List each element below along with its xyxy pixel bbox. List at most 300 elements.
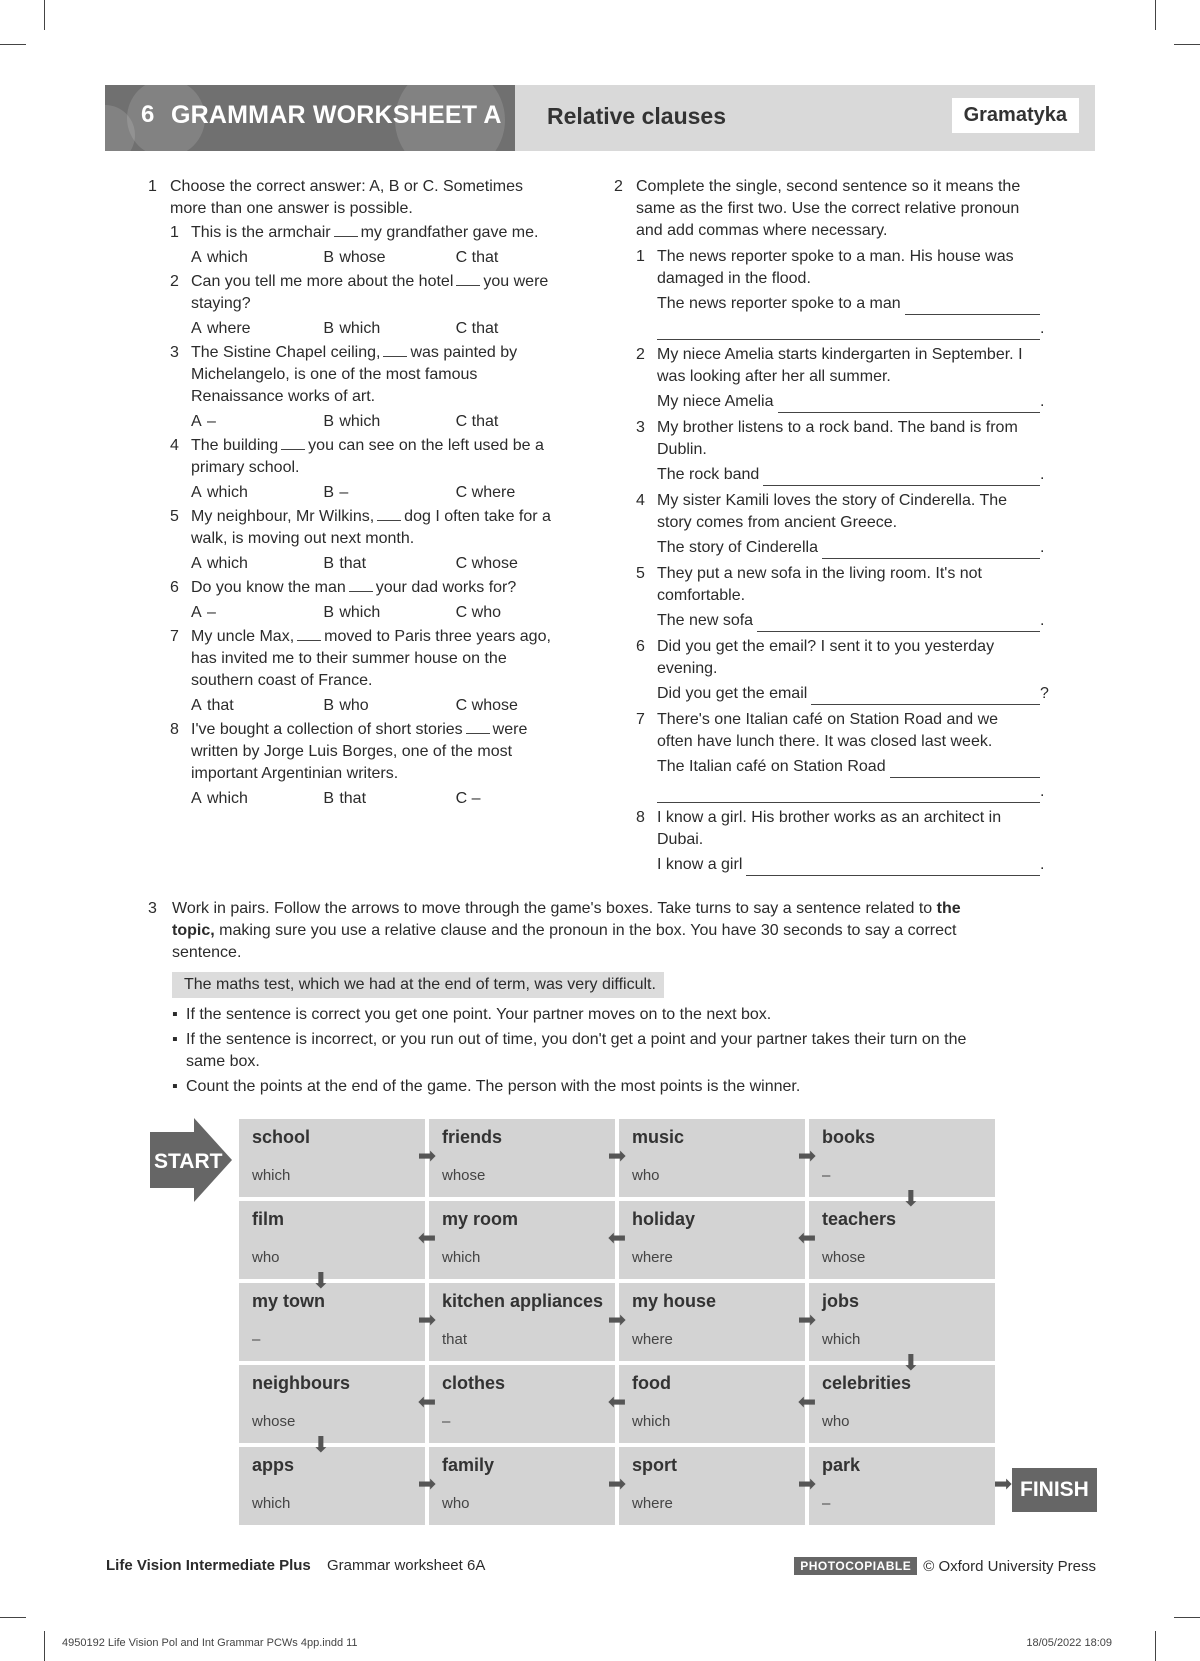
- rule-text: If the sentence is correct you get one point. Your partner moves on to the next box.: [186, 1006, 772, 1023]
- square-pronoun: who: [442, 1495, 470, 1512]
- square-topic: my town: [252, 1291, 326, 1311]
- crop-mark: [1155, 0, 1156, 30]
- direction-arrow-icon: ➡: [993, 1471, 1013, 1496]
- answer-options: [170, 411, 588, 433]
- answer-line-row: [636, 391, 1046, 413]
- crop-mark: [44, 1631, 45, 1661]
- answer-option[interactable]: [456, 318, 588, 340]
- option-text: which: [207, 249, 248, 266]
- board-square[interactable]: [619, 1365, 805, 1443]
- square-pronoun: where: [632, 1331, 673, 1348]
- answer-input-line[interactable]: [890, 762, 1040, 778]
- square-pronoun: who: [252, 1249, 280, 1266]
- board-square[interactable]: [429, 1447, 615, 1525]
- answer-prompt: The Italian café on Station Road: [657, 758, 886, 775]
- crop-mark: [1174, 44, 1200, 45]
- exercise-2-heading: [614, 176, 1054, 242]
- rule-item: [172, 1076, 1008, 1098]
- exercise-1-heading: [148, 176, 588, 220]
- option-letter: A: [191, 555, 202, 572]
- answer-line-row: [636, 537, 1046, 559]
- question-text-before: Do you know the man: [191, 579, 346, 596]
- question-text-after: you can see on the left used be a primary school.: [191, 437, 544, 476]
- square-pronoun: who: [822, 1413, 850, 1430]
- answer-options: [170, 788, 588, 810]
- board-square[interactable]: [239, 1201, 425, 1279]
- answer-option[interactable]: [191, 482, 323, 504]
- question-text-after: your dad works for?: [375, 579, 517, 596]
- answer-option[interactable]: [323, 695, 455, 717]
- sentence-item: [636, 344, 1046, 388]
- option-letter: A: [191, 413, 202, 430]
- answer-option[interactable]: [323, 411, 455, 433]
- answer-option[interactable]: [323, 553, 455, 575]
- board-square[interactable]: [619, 1283, 805, 1361]
- direction-arrow-icon: ⬇: [901, 1350, 921, 1375]
- question-item: [170, 506, 588, 550]
- direction-arrow-icon: ➡: [607, 1143, 627, 1168]
- answer-input-line[interactable]: [746, 860, 1040, 876]
- direction-arrow-icon: ➡: [797, 1471, 817, 1496]
- answer-option[interactable]: [191, 318, 323, 340]
- worksheet-subtitle: Relative clauses: [547, 103, 727, 129]
- page-footer: [106, 1557, 1096, 1574]
- answer-prompt: The new sofa: [657, 612, 754, 629]
- board-square[interactable]: [239, 1283, 425, 1361]
- section-badge: Gramatyka: [952, 98, 1079, 133]
- direction-arrow-icon: ➡: [607, 1307, 627, 1332]
- option-letter: C: [455, 555, 468, 572]
- square-topic: friends: [442, 1127, 503, 1147]
- direction-arrow-icon: ⬅: [607, 1389, 627, 1414]
- start-arrow: [150, 1118, 232, 1202]
- square-pronoun: which: [252, 1495, 291, 1512]
- answer-line-row: [636, 683, 1049, 705]
- worksheet-ref: Grammar worksheet 6A: [326, 1557, 486, 1574]
- print-slug-right: 18/05/2022 18:09: [1026, 1637, 1112, 1649]
- option-letter: C: [455, 320, 468, 337]
- answer-input-line[interactable]: [822, 543, 1040, 559]
- answer-input-line[interactable]: [757, 616, 1040, 632]
- direction-arrow-icon: ⬇: [311, 1432, 331, 1457]
- answer-option[interactable]: [456, 482, 588, 504]
- sentence-text: There's one Italian café on Station Road and we often have lunch there. It was closed last week.: [657, 711, 999, 750]
- square-topic: apps: [252, 1455, 295, 1475]
- question-text-before: I've bought a collection of short stories: [191, 721, 463, 738]
- answer-option[interactable]: [191, 695, 323, 717]
- option-letter: C: [455, 413, 468, 430]
- question-text-after: were written by Jorge Luis Borges, one of the most important Argentinian writers.: [191, 721, 528, 782]
- exercise-instruction: Choose the correct answer: A, B or C. Sometimes more than one answer is possible.: [170, 178, 524, 217]
- sentence-end: .: [1040, 320, 1045, 337]
- square-topic: film: [252, 1209, 285, 1229]
- question-text-before: This is the armchair: [191, 224, 331, 241]
- board-square[interactable]: [619, 1201, 805, 1279]
- sentence-text: My brother listens to a rock band. The band is from Dublin.: [657, 419, 1018, 458]
- answer-option[interactable]: [456, 553, 588, 575]
- header-subtitle-band: [515, 85, 1095, 151]
- answer-options: [170, 602, 588, 624]
- square-topic: sport: [632, 1455, 677, 1475]
- option-text: –: [339, 484, 349, 501]
- question-text: [191, 222, 561, 244]
- sentence-item: [636, 246, 1046, 290]
- square-topic: jobs: [822, 1291, 860, 1311]
- board-square[interactable]: [429, 1283, 615, 1361]
- question-number: 1: [170, 224, 179, 241]
- square-pronoun: where: [632, 1495, 673, 1512]
- answer-input-line[interactable]: [811, 689, 1040, 705]
- rule-item: [172, 1004, 1008, 1026]
- question-text: [191, 342, 561, 408]
- direction-arrow-icon: ➡: [417, 1471, 437, 1496]
- sentence-text: My niece Amelia starts kindergarten in September. I was looking after her all summer.: [657, 346, 1023, 385]
- answer-option[interactable]: [191, 411, 323, 433]
- question-number: 5: [170, 508, 179, 525]
- answer-line-row: [636, 854, 1046, 876]
- sentence-end: ?: [1040, 685, 1049, 702]
- board-square[interactable]: [429, 1201, 615, 1279]
- square-topic: music: [632, 1127, 685, 1147]
- question-number: 4: [170, 437, 179, 454]
- answer-options: [170, 318, 588, 340]
- question-text: [191, 626, 561, 692]
- square-pronoun: that: [442, 1331, 468, 1348]
- sentence-end: .: [1040, 466, 1045, 483]
- board-square[interactable]: [619, 1447, 805, 1525]
- board-square[interactable]: [619, 1119, 805, 1197]
- board-square[interactable]: [809, 1201, 995, 1279]
- sentence-text: The news reporter spoke to a man. His house was damaged in the flood.: [657, 248, 1014, 287]
- exercise-number: 3: [148, 900, 157, 917]
- direction-arrow-icon: ➡: [417, 1307, 437, 1332]
- option-text: whose: [339, 249, 386, 266]
- option-text: whose: [471, 697, 518, 714]
- game-board: [239, 1119, 1013, 1525]
- crop-mark: [1155, 1631, 1156, 1661]
- option-letter: B: [323, 249, 334, 266]
- direction-arrow-icon: ⬅: [607, 1225, 627, 1250]
- option-text: which: [207, 790, 248, 807]
- answer-blank: [334, 223, 358, 237]
- exercise-instruction: Complete the single, second sentence so it means the same as the first two. Use the correct relative pronoun and add commas where necessary.: [636, 178, 1021, 239]
- option-letter: C: [455, 697, 468, 714]
- answer-line-row: [636, 781, 1046, 803]
- square-pronoun: which: [442, 1249, 481, 1266]
- sentence-number: 2: [636, 346, 645, 363]
- sentence-number: 4: [636, 492, 645, 509]
- square-topic: park: [822, 1455, 861, 1475]
- option-text: that: [471, 249, 499, 266]
- sentence-end: .: [1040, 783, 1045, 800]
- bullet-icon: ▪: [172, 1006, 178, 1023]
- square-pronoun: which: [252, 1167, 291, 1184]
- option-letter: B: [323, 555, 334, 572]
- direction-arrow-icon: ⬇: [311, 1268, 331, 1293]
- question-text-before: The Sistine Chapel ceiling,: [191, 344, 381, 361]
- rule-text: Count the points at the end of the game. The person with the most points is the winner.: [186, 1078, 801, 1095]
- square-pronoun: who: [632, 1167, 660, 1184]
- answer-option[interactable]: [456, 411, 588, 433]
- sentence-item: [636, 417, 1046, 461]
- option-text: where: [207, 320, 251, 337]
- option-text: which: [339, 604, 381, 621]
- board-square[interactable]: [239, 1447, 425, 1525]
- square-pronoun: which: [632, 1413, 671, 1430]
- answer-option[interactable]: [191, 247, 323, 269]
- sentence-item: [636, 490, 1046, 534]
- copyright: © Oxford University Press: [923, 1557, 1096, 1575]
- question-text: [191, 271, 561, 315]
- option-text: where: [471, 484, 516, 501]
- answer-blank: [466, 720, 490, 734]
- option-letter: A: [191, 790, 202, 807]
- bullet-icon: ▪: [172, 1031, 178, 1048]
- unit-number: 6: [141, 101, 155, 128]
- answer-option[interactable]: [323, 602, 455, 624]
- crop-mark: [0, 1617, 26, 1618]
- sentence-number: 6: [636, 638, 645, 655]
- square-topic: teachers: [822, 1209, 897, 1229]
- option-text: that: [471, 413, 499, 430]
- sentence-number: 8: [636, 809, 645, 826]
- answer-option[interactable]: [323, 318, 455, 340]
- square-pronoun: –: [442, 1413, 451, 1430]
- answer-options: [170, 553, 588, 575]
- sentence-item: [636, 807, 1046, 851]
- square-pronoun: whose: [822, 1249, 866, 1266]
- option-text: who: [339, 697, 369, 714]
- answer-option[interactable]: [323, 788, 455, 810]
- option-text: that: [471, 320, 499, 337]
- question-item: [170, 271, 588, 315]
- option-letter: B: [323, 604, 334, 621]
- question-text-before: My neighbour, Mr Wilkins,: [191, 508, 375, 525]
- book-title: Life Vision Intermediate Plus: [106, 1557, 311, 1574]
- answer-prompt: The story of Cinderella: [657, 539, 818, 556]
- option-letter: B: [323, 697, 334, 714]
- answer-option[interactable]: [323, 482, 455, 504]
- square-pronoun: –: [822, 1495, 831, 1512]
- photocopiable-badge: PHOTOCOPIABLE: [794, 1557, 917, 1575]
- bullet-icon: ▪: [172, 1078, 178, 1095]
- answer-input-line[interactable]: [657, 324, 1040, 340]
- question-text-after: was painted by Michelangelo, is one of the most famous Renaissance works of art.: [191, 344, 518, 405]
- answer-prompt: The news reporter spoke to a man: [657, 295, 901, 312]
- direction-arrow-icon: ➡: [797, 1307, 817, 1332]
- direction-arrow-icon: ➡: [417, 1143, 437, 1168]
- answer-blank: [456, 272, 480, 286]
- board-square[interactable]: [429, 1365, 615, 1443]
- option-letter: B: [323, 484, 334, 501]
- option-text: that: [339, 790, 367, 807]
- direction-arrow-icon: ➡: [797, 1143, 817, 1168]
- option-letter: A: [191, 320, 202, 337]
- option-letter: B: [323, 790, 334, 807]
- answer-blank: [349, 578, 373, 592]
- sentence-end: .: [1040, 539, 1045, 556]
- answer-prompt: I know a girl: [657, 856, 743, 873]
- board-square[interactable]: [239, 1119, 425, 1197]
- question-item: [170, 342, 588, 408]
- direction-arrow-icon: ⬇: [901, 1186, 921, 1211]
- square-topic: celebrities: [822, 1373, 912, 1393]
- rule-text: If the sentence is incorrect, or you run out of time, you don't get a point and your partner takes their turn on the same box.: [186, 1031, 967, 1070]
- question-item: [170, 626, 588, 692]
- sentence-end: .: [1040, 393, 1045, 410]
- sentence-number: 3: [636, 419, 645, 436]
- exercise-3: [148, 898, 1008, 1101]
- option-letter: A: [191, 249, 202, 266]
- answer-line-row: [636, 464, 1046, 486]
- option-text: –: [207, 413, 216, 430]
- option-text: who: [471, 604, 502, 621]
- question-text: [191, 719, 561, 785]
- answer-option[interactable]: [456, 602, 588, 624]
- sentence-item: [636, 636, 1046, 680]
- exercise-number: 2: [614, 178, 623, 195]
- question-item: [170, 719, 588, 785]
- direction-arrow-icon: ⬅: [797, 1389, 817, 1414]
- answer-blank: [383, 343, 407, 357]
- square-pronoun: which: [822, 1331, 861, 1348]
- sentence-number: 7: [636, 711, 645, 728]
- worksheet-title: GRAMMAR WORKSHEET A: [171, 101, 502, 129]
- option-text: which: [339, 413, 381, 430]
- option-text: which: [207, 555, 248, 572]
- answer-blank: [297, 627, 321, 641]
- finish-label: FINISH: [1012, 1468, 1097, 1512]
- answer-options: [170, 247, 588, 269]
- option-text: that: [207, 697, 234, 714]
- rule-item: [172, 1029, 1008, 1073]
- crop-mark: [0, 44, 26, 45]
- square-topic: food: [632, 1373, 671, 1393]
- question-item: [170, 435, 588, 479]
- answer-prompt: The rock band: [657, 466, 760, 483]
- answer-line-row: [636, 318, 1046, 340]
- square-topic: clothes: [442, 1373, 506, 1393]
- answer-input-line[interactable]: [778, 397, 1041, 413]
- question-text-after: moved to Paris three years ago, has invited me to their summer house on the southern coast of France.: [191, 628, 551, 689]
- option-letter: C: [455, 484, 468, 501]
- board-square[interactable]: [809, 1365, 995, 1443]
- rules-list: [172, 1004, 1008, 1098]
- answer-input-line[interactable]: [657, 787, 1040, 803]
- sentence-text: Did you get the email? I sent it to you yesterday evening.: [657, 638, 995, 677]
- question-number: 6: [170, 579, 179, 596]
- crop-mark: [1174, 1617, 1200, 1618]
- answer-input-line[interactable]: [763, 470, 1040, 486]
- option-letter: B: [323, 413, 334, 430]
- question-text-before: Can you tell me more about the hotel: [191, 273, 454, 290]
- answer-prompt: Did you get the email: [657, 685, 808, 702]
- option-text: –: [471, 790, 481, 807]
- square-topic: my room: [442, 1209, 519, 1229]
- direction-arrow-icon: ⬅: [417, 1225, 437, 1250]
- square-pronoun: where: [632, 1249, 673, 1266]
- worksheet-header: [105, 85, 1095, 151]
- question-item: [170, 222, 588, 244]
- question-list: [148, 222, 588, 810]
- option-letter: A: [191, 697, 202, 714]
- answer-option[interactable]: [191, 788, 323, 810]
- exercise-3-heading: [148, 898, 1008, 964]
- sentence-text: I know a girl. His brother works as an architect in Dubai.: [657, 809, 1002, 848]
- sentence-item: [636, 563, 1046, 607]
- answer-option[interactable]: [323, 247, 455, 269]
- sentence-end: .: [1040, 612, 1045, 629]
- option-text: that: [339, 555, 367, 572]
- square-pronoun: –: [252, 1331, 261, 1348]
- answer-option[interactable]: [191, 602, 323, 624]
- sentence-text: My sister Kamili loves the story of Cinderella. The story comes from ancient Greece.: [657, 492, 1008, 531]
- answer-input-line[interactable]: [905, 299, 1040, 315]
- answer-line-row: [636, 610, 1046, 632]
- option-letter: A: [191, 484, 202, 501]
- question-text: [191, 506, 561, 550]
- question-text-after: you were staying?: [191, 273, 549, 312]
- option-letter: B: [323, 320, 334, 337]
- answer-option[interactable]: [191, 553, 323, 575]
- sentence-end: .: [1040, 856, 1045, 873]
- exercise-number: 1: [148, 178, 157, 195]
- answer-options: [170, 482, 588, 504]
- direction-arrow-icon: ⬅: [797, 1225, 817, 1250]
- square-topic: my house: [632, 1291, 717, 1311]
- question-text-before: My uncle Max,: [191, 628, 295, 645]
- question-item: [170, 577, 588, 599]
- answer-blank: [377, 507, 401, 521]
- sentence-list: [614, 246, 1049, 876]
- print-slug-left: 4950192 Life Vision Pol and Int Grammar PCWs 4pp.indd 11: [62, 1637, 358, 1649]
- square-topic: neighbours: [252, 1373, 350, 1393]
- square-topic: books: [822, 1127, 876, 1147]
- answer-line-row: [636, 293, 1046, 315]
- crop-mark: [44, 0, 45, 30]
- direction-arrow-icon: ➡: [607, 1471, 627, 1496]
- answer-option[interactable]: [456, 695, 588, 717]
- board-square[interactable]: [809, 1447, 995, 1525]
- sentence-text: They put a new sofa in the living room. It's not comfortable.: [657, 565, 982, 604]
- sentence-number: 5: [636, 565, 645, 582]
- sentence-item: [636, 709, 1046, 753]
- answer-blank: [281, 436, 305, 450]
- answer-line-row: [636, 756, 1046, 778]
- answer-prompt: My niece Amelia: [657, 393, 774, 410]
- option-text: –: [207, 604, 216, 621]
- answer-options: [170, 695, 588, 717]
- example-sentence: The maths test, which we had at the end of term, was very difficult.: [172, 972, 664, 998]
- square-topic: holiday: [632, 1209, 696, 1229]
- option-text: whose: [471, 555, 518, 572]
- square-topic: school: [252, 1127, 311, 1147]
- board-square[interactable]: [429, 1119, 615, 1197]
- question-text-after: dog I often take for a walk, is moving out next month.: [191, 508, 551, 547]
- square-pronoun: –: [822, 1167, 831, 1184]
- option-text: which: [339, 320, 381, 337]
- question-number: 2: [170, 273, 179, 290]
- answer-option[interactable]: [456, 788, 588, 810]
- question-number: 7: [170, 628, 179, 645]
- square-topic: kitchen appliances: [442, 1291, 604, 1311]
- question-text-before: The building: [191, 437, 279, 454]
- sentence-number: 1: [636, 248, 645, 265]
- square-pronoun: whose: [252, 1413, 296, 1430]
- question-number: 3: [170, 344, 179, 361]
- board-square[interactable]: [239, 1365, 425, 1443]
- answer-option[interactable]: [456, 247, 588, 269]
